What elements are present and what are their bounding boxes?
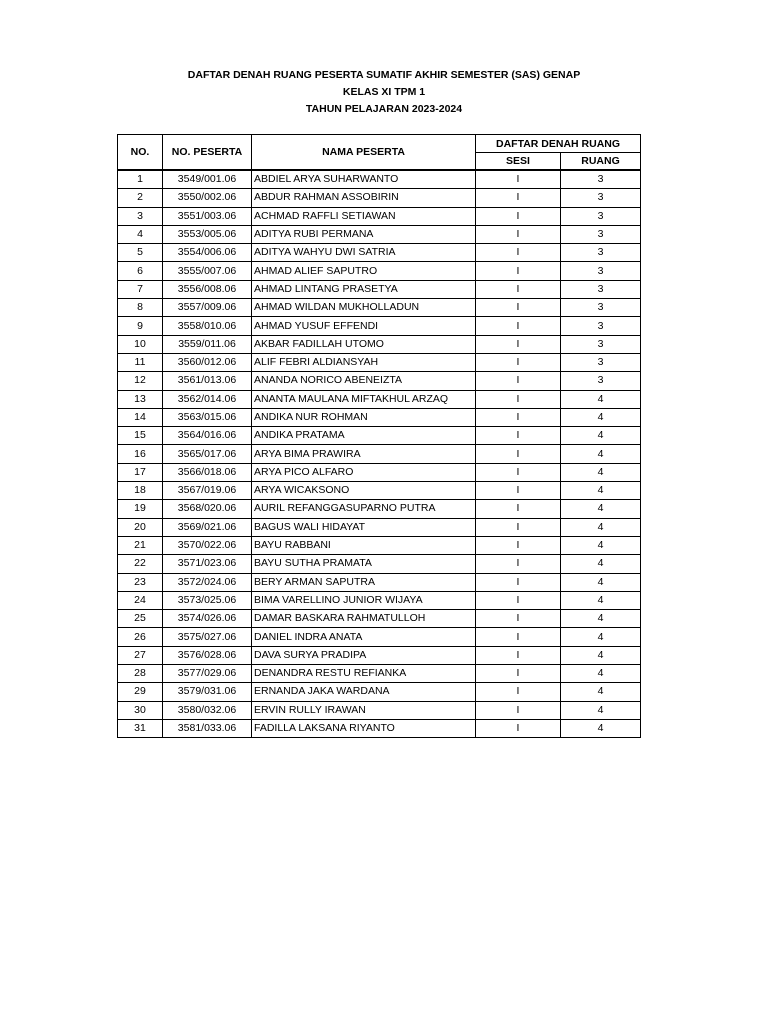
room-cell: 3 [561,262,641,280]
session-cell: I [476,665,561,683]
table-row [118,335,641,353]
participant-number: 3560/012.06 [163,353,252,371]
table-row [118,225,641,243]
room-cell: 3 [561,207,641,225]
participant-name: ARYA BIMA PRAWIRA [252,445,476,463]
row-number: 19 [118,500,163,518]
participant-name: ANANDA NORICO ABENEIZTA [252,372,476,390]
table-row [118,701,641,719]
participant-number: 3570/022.06 [163,536,252,554]
row-number: 15 [118,427,163,445]
row-number: 12 [118,372,163,390]
participant-name: FADILLA LAKSANA RIYANTO [252,719,476,737]
room-cell: 4 [561,555,641,573]
room-cell: 4 [561,536,641,554]
table-row [118,390,641,408]
participant-name: ANANTA MAULANA MIFTAKHUL ARZAQ [252,390,476,408]
participant-name: ARYA PICO ALFARO [252,463,476,481]
participant-name: ACHMAD RAFFLI SETIAWAN [252,207,476,225]
participant-name: BIMA VARELLINO JUNIOR WIJAYA [252,591,476,609]
participant-number: 3580/032.06 [163,701,252,719]
participant-number: 3564/016.06 [163,427,252,445]
row-number: 28 [118,665,163,683]
session-cell: I [476,628,561,646]
row-number: 20 [118,518,163,536]
row-number: 27 [118,646,163,664]
session-cell: I [476,372,561,390]
room-cell: 3 [561,280,641,298]
row-number: 1 [118,170,163,189]
session-cell: I [476,555,561,573]
table-row [118,482,641,500]
room-cell: 4 [561,719,641,737]
col-header-participant-name: NAMA PESERTA [252,135,476,171]
row-number: 21 [118,536,163,554]
participant-name: ALIF FEBRI ALDIANSYAH [252,353,476,371]
room-cell: 3 [561,353,641,371]
room-cell: 3 [561,335,641,353]
room-cell: 4 [561,408,641,426]
room-cell: 3 [561,225,641,243]
table-row [118,207,641,225]
session-cell: I [476,189,561,207]
participant-number: 3556/008.06 [163,280,252,298]
session-cell: I [476,225,561,243]
heading-title: DAFTAR DENAH RUANG PESERTA SUMATIF AKHIR SEMESTER (SAS) GENAP [187,69,581,81]
session-cell: I [476,170,561,189]
room-cell: 4 [561,628,641,646]
table-row [118,555,641,573]
row-number: 17 [118,463,163,481]
table-row [118,536,641,554]
room-cell: 3 [561,244,641,262]
session-cell: I [476,207,561,225]
participant-number: 3553/005.06 [163,225,252,243]
document-heading [0,67,768,118]
row-number: 10 [118,335,163,353]
table-row [118,683,641,701]
participant-number: 3566/018.06 [163,463,252,481]
row-number: 2 [118,189,163,207]
table-row [118,463,641,481]
room-cell: 4 [561,500,641,518]
table-row [118,610,641,628]
table-row [118,665,641,683]
session-cell: I [476,280,561,298]
row-number: 14 [118,408,163,426]
room-cell: 4 [561,573,641,591]
room-cell: 4 [561,665,641,683]
row-number: 4 [118,225,163,243]
participant-name: DAVA SURYA PRADIPA [252,646,476,664]
row-number: 24 [118,591,163,609]
participant-name: ARYA WICAKSONO [252,482,476,500]
room-cell: 4 [561,591,641,609]
participant-name: BERY ARMAN SAPUTRA [252,573,476,591]
table-row [118,280,641,298]
participant-number: 3579/031.06 [163,683,252,701]
participant-name: DAMAR BASKARA RAHMATULLOH [252,610,476,628]
session-cell: I [476,646,561,664]
session-cell: I [476,719,561,737]
table-row [118,353,641,371]
participant-name: AKBAR FADILLAH UTOMO [252,335,476,353]
participant-table [117,134,641,738]
room-cell: 4 [561,683,641,701]
table-row [118,427,641,445]
table-row [118,262,641,280]
session-cell: I [476,701,561,719]
participant-name: AHMAD ALIEF SAPUTRO [252,262,476,280]
room-cell: 4 [561,482,641,500]
participant-number: 3575/027.06 [163,628,252,646]
session-cell: I [476,536,561,554]
room-cell: 4 [561,610,641,628]
participant-number: 3549/001.06 [163,170,252,189]
table-row [118,445,641,463]
room-cell: 3 [561,372,641,390]
row-number: 25 [118,610,163,628]
participant-number: 3550/002.06 [163,189,252,207]
participant-number: 3559/011.06 [163,335,252,353]
col-header-no: NO. [118,135,163,171]
session-cell: I [476,262,561,280]
table-row [118,244,641,262]
participant-number: 3576/028.06 [163,646,252,664]
table-row [118,573,641,591]
table-row [118,408,641,426]
session-cell: I [476,591,561,609]
session-cell: I [476,463,561,481]
participant-number: 3551/003.06 [163,207,252,225]
row-number: 31 [118,719,163,737]
session-cell: I [476,299,561,317]
session-cell: I [476,335,561,353]
table-row [118,591,641,609]
participant-number: 3555/007.06 [163,262,252,280]
session-cell: I [476,683,561,701]
row-number: 11 [118,353,163,371]
row-number: 30 [118,701,163,719]
participant-number: 3562/014.06 [163,390,252,408]
room-cell: 3 [561,299,641,317]
table-row [118,646,641,664]
participant-name: AHMAD WILDAN MUKHOLLADUN [252,299,476,317]
table-row [118,372,641,390]
table-row [118,299,641,317]
participant-name: ABDIEL ARYA SUHARWANTO [252,170,476,189]
participant-name: DENANDRA RESTU REFIANKA [252,665,476,683]
room-cell: 4 [561,701,641,719]
table-row [118,317,641,335]
participant-name: ADITYA WAHYU DWI SATRIA [252,244,476,262]
table-row [118,170,641,189]
participant-name: AHMAD LINTANG PRASETYA [252,280,476,298]
participant-number: 3558/010.06 [163,317,252,335]
room-cell: 4 [561,518,641,536]
row-number: 18 [118,482,163,500]
session-cell: I [476,518,561,536]
table-row [118,719,641,737]
participant-number: 3568/020.06 [163,500,252,518]
room-cell: 3 [561,189,641,207]
col-header-room: RUANG [561,153,641,171]
participant-name: ADITYA RUBI PERMANA [252,225,476,243]
participant-number: 3581/033.06 [163,719,252,737]
table-row [118,518,641,536]
participant-name: ERVIN RULLY IRAWAN [252,701,476,719]
room-cell: 3 [561,170,641,189]
session-cell: I [476,244,561,262]
participant-number: 3577/029.06 [163,665,252,683]
room-cell: 4 [561,390,641,408]
row-number: 6 [118,262,163,280]
session-cell: I [476,353,561,371]
participant-name: BAGUS WALI HIDAYAT [252,518,476,536]
session-cell: I [476,427,561,445]
table-row [118,500,641,518]
session-cell: I [476,482,561,500]
session-cell: I [476,573,561,591]
heading-class: KELAS XI TPM 1 [342,86,426,98]
participant-number: 3565/017.06 [163,445,252,463]
session-cell: I [476,408,561,426]
table-body [118,170,641,738]
col-header-session: SESI [476,153,561,171]
session-cell: I [476,610,561,628]
row-number: 5 [118,244,163,262]
participant-number: 3571/023.06 [163,555,252,573]
participant-number: 3567/019.06 [163,482,252,500]
participant-number: 3557/009.06 [163,299,252,317]
participant-name: ANDIKA PRATAMA [252,427,476,445]
session-cell: I [476,317,561,335]
row-number: 8 [118,299,163,317]
session-cell: I [476,500,561,518]
row-number: 13 [118,390,163,408]
row-number: 16 [118,445,163,463]
row-number: 3 [118,207,163,225]
participant-number: 3573/025.06 [163,591,252,609]
room-cell: 4 [561,646,641,664]
participant-name: ERNANDA JAKA WARDANA [252,683,476,701]
room-cell: 3 [561,317,641,335]
heading-year: TAHUN PELAJARAN 2023-2024 [305,103,463,115]
session-cell: I [476,445,561,463]
row-number: 9 [118,317,163,335]
participant-name: AHMAD YUSUF EFFENDI [252,317,476,335]
row-number: 22 [118,555,163,573]
table-row [118,628,641,646]
participant-number: 3569/021.06 [163,518,252,536]
participant-number: 3563/015.06 [163,408,252,426]
participant-number: 3561/013.06 [163,372,252,390]
participant-name: DANIEL INDRA ANATA [252,628,476,646]
room-cell: 4 [561,445,641,463]
participant-number: 3574/026.06 [163,610,252,628]
room-cell: 4 [561,463,641,481]
participant-name: ABDUR RAHMAN ASSOBIRIN [252,189,476,207]
col-header-participant-number: NO. PESERTA [163,135,252,171]
row-number: 29 [118,683,163,701]
session-cell: I [476,390,561,408]
row-number: 23 [118,573,163,591]
participant-name: BAYU SUTHA PRAMATA [252,555,476,573]
participant-name: BAYU RABBANI [252,536,476,554]
room-cell: 4 [561,427,641,445]
participant-number: 3572/024.06 [163,573,252,591]
participant-name: AURIL REFANGGASUPARNO PUTRA [252,500,476,518]
participant-name: ANDIKA NUR ROHMAN [252,408,476,426]
participant-number: 3554/006.06 [163,244,252,262]
row-number: 26 [118,628,163,646]
table-row [118,189,641,207]
col-header-room-plan: DAFTAR DENAH RUANG [476,135,641,153]
row-number: 7 [118,280,163,298]
